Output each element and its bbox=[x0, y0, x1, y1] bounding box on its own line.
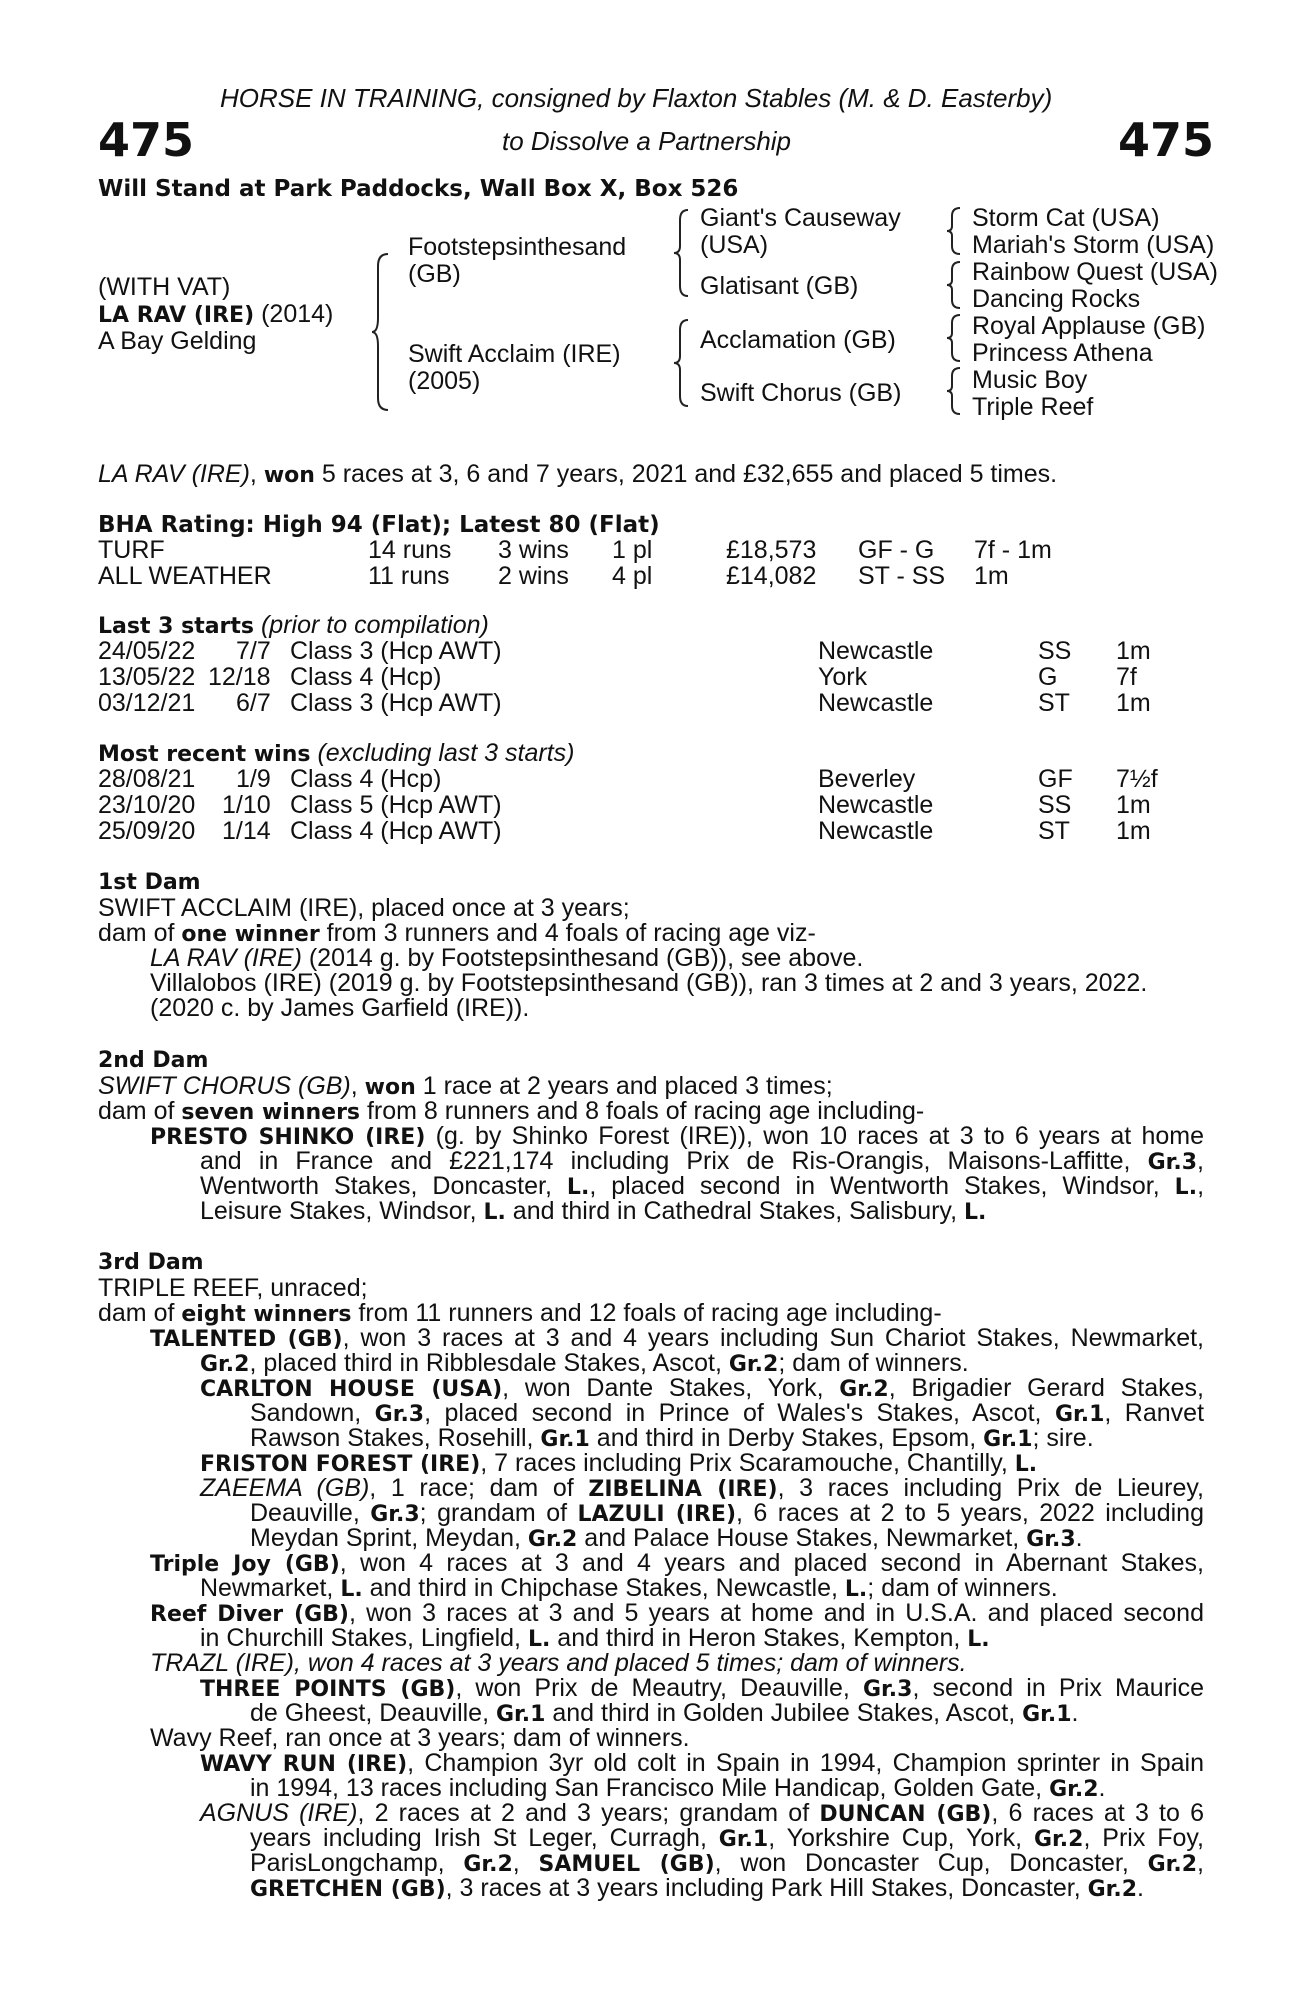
stand-location: Will Stand at Park Paddocks, Wall Box X, Box 526 bbox=[98, 176, 739, 202]
trazl-line: TRAZL (IRE), won 4 races at 3 years and placed 5 times; dam of winners. bbox=[150, 1649, 967, 1677]
start-going: ST bbox=[1038, 689, 1070, 717]
presto-shinko-line-2: and in France and £221,174 including Prix de Ris-Orangis, Maisons-Laffitte, Gr.3, bbox=[200, 1147, 1204, 1175]
rating-surface: TURF bbox=[98, 536, 165, 564]
start-going: SS bbox=[1038, 637, 1072, 665]
win-race: Class 5 (Hcp AWT) bbox=[290, 791, 502, 819]
win-race: Class 4 (Hcp AWT) bbox=[290, 817, 502, 845]
recent-wins-title: Most recent wins bbox=[98, 742, 311, 767]
zaeema-line-2: Deauville, Gr.3; grandam of LAZULI (IRE), 6 races at 2 to 5 years, 2022 including bbox=[250, 1499, 1204, 1527]
rating-wins: 2 wins bbox=[498, 562, 569, 590]
start-distance: 7f bbox=[1116, 663, 1137, 691]
agnus-line-4: GRETCHEN (GB), 3 races at 3 years including Park Hill Stakes, Doncaster, Gr.2. bbox=[250, 1874, 1144, 1902]
win-course: Beverley bbox=[818, 765, 916, 793]
great-granddam-2: Dancing Rocks bbox=[972, 285, 1141, 313]
dam-name: Swift Acclaim (IRE) bbox=[408, 340, 621, 368]
great-grandsire-4: Music Boy bbox=[972, 366, 1088, 394]
start-position: 7/7 bbox=[236, 637, 271, 665]
carlton-house-line-1: CARLTON HOUSE (USA), won Dante Stakes, York, Gr.2, Brigadier Gerard Stakes, bbox=[200, 1374, 1205, 1402]
agnus-line-2: years including Irish St Leger, Curragh, Gr.1, Yorkshire Cup, York, Gr.2, Prix Foy, bbox=[250, 1824, 1204, 1852]
last-starts-title: Last 3 starts bbox=[98, 614, 255, 639]
great-grandsire-1: Storm Cat (USA) bbox=[972, 204, 1160, 232]
start-course: Newcastle bbox=[818, 637, 934, 665]
lot-number-right: 475 bbox=[1118, 113, 1215, 167]
first-dam-heading: 1st Dam bbox=[98, 870, 201, 895]
rating-runs: 14 runs bbox=[368, 536, 452, 564]
start-course: Newcastle bbox=[818, 689, 934, 717]
win-going: ST bbox=[1038, 817, 1070, 845]
friston-forest-line: FRISTON FOREST (IRE), 7 races including Prix Scaramouche, Chantilly, L. bbox=[200, 1449, 1038, 1477]
win-race: Class 4 (Hcp) bbox=[290, 765, 442, 793]
pedigree-brace-g1 bbox=[946, 206, 962, 256]
three-points-line-2: de Gheest, Deauville, Gr.1 and third in Golden Jubilee Stakes, Ascot, Gr.1. bbox=[250, 1699, 1079, 1727]
talented-line-1: TALENTED (GB), won 3 races at 3 and 4 years including Sun Chariot Stakes, Newmarket, bbox=[150, 1324, 1204, 1352]
horse-year: (2014) bbox=[261, 300, 334, 328]
agnus-line-1: AGNUS (IRE), 2 races at 2 and 3 years; grandam of DUNCAN (GB), 6 races at 3 to 6 bbox=[200, 1799, 1204, 1827]
rating-distance: 1m bbox=[974, 562, 1009, 590]
vat-note: (WITH VAT) bbox=[98, 273, 231, 301]
win-position: 1/10 bbox=[222, 791, 271, 819]
win-position: 1/9 bbox=[236, 765, 271, 793]
pedigree-brace-g2 bbox=[946, 260, 962, 310]
pedigree-brace-main bbox=[370, 252, 394, 412]
start-distance: 1m bbox=[1116, 637, 1151, 665]
pedigree-brace-sire bbox=[672, 208, 692, 298]
sire-sire-origin: (USA) bbox=[700, 231, 769, 259]
win-going: GF bbox=[1038, 765, 1073, 793]
first-dam-foal-3: (2020 c. by James Garfield (IRE)). bbox=[150, 994, 530, 1022]
great-granddam-3: Princess Athena bbox=[972, 339, 1153, 367]
reef-diver-line-2: in Churchill Stakes, Lingfield, L. and third in Heron Stakes, Kempton, L. bbox=[200, 1624, 990, 1652]
carlton-house-line-2: Sandown, Gr.3, placed second in Prince of Wales's Stakes, Ascot, Gr.1, Ranvet bbox=[250, 1399, 1205, 1427]
start-race: Class 4 (Hcp) bbox=[290, 663, 442, 691]
rating-wins: 3 wins bbox=[498, 536, 569, 564]
wavy-reef-line: Wavy Reef, ran once at 3 years; dam of winners. bbox=[150, 1724, 690, 1752]
pedigree-brace-g3 bbox=[946, 313, 962, 363]
first-dam-line: SWIFT ACCLAIM (IRE), placed once at 3 years; bbox=[98, 894, 630, 922]
talented-line-2: Gr.2, placed third in Ribblesdale Stakes, Ascot, Gr.2; dam of winners. bbox=[200, 1349, 969, 1377]
rating-going: GF - G bbox=[858, 536, 935, 564]
second-dam-produce-summary: dam of seven winners from 8 runners and 8 foals of racing age including- bbox=[98, 1097, 925, 1125]
summary-text: 5 races at 3, 6 and 7 years, 2021 and £32,655 and placed 5 times. bbox=[314, 460, 1058, 488]
first-dam-foal-1: LA RAV (IRE) (2014 g. by Footstepsinthesand (GB)), see above. bbox=[150, 944, 864, 972]
wavy-run-line-1: WAVY RUN (IRE), Champion 3yr old colt in Spain in 1994, Champion sprinter in Spain bbox=[200, 1749, 1204, 1777]
start-race: Class 3 (Hcp AWT) bbox=[290, 637, 502, 665]
rating-heading: BHA Rating: High 94 (Flat); Latest 80 (Flat) bbox=[98, 512, 660, 538]
first-dam-produce-summary: dam of one winner from 3 runners and 4 foals of racing age viz- bbox=[98, 919, 816, 947]
catalogue-title: HORSE IN TRAINING, consigned by Flaxton Stables (M. & D. Easterby) bbox=[220, 83, 1053, 113]
win-position: 1/14 bbox=[222, 817, 271, 845]
great-grandsire-3: Royal Applause (GB) bbox=[972, 312, 1206, 340]
wavy-run-line-2: in 1994, 13 races including San Francisco Mile Handicap, Golden Gate, Gr.2. bbox=[250, 1774, 1106, 1802]
great-granddam-4: Triple Reef bbox=[972, 393, 1094, 421]
start-date: 13/05/22 bbox=[98, 663, 196, 691]
great-grandsire-2: Rainbow Quest (USA) bbox=[972, 258, 1218, 286]
pedigree-brace-g4 bbox=[946, 366, 962, 416]
lot-number-left: 475 bbox=[98, 113, 195, 167]
great-granddam-1: Mariah's Storm (USA) bbox=[972, 231, 1215, 259]
first-dam-foal-2: Villalobos (IRE) (2019 g. by Footstepsinthesand (GB)), ran 3 times at 2 and 3 years, 2022. bbox=[150, 969, 1148, 997]
rating-runs: 11 runs bbox=[368, 562, 450, 590]
start-position: 6/7 bbox=[236, 689, 271, 717]
horse-heading bbox=[98, 301, 333, 329]
win-distance: 1m bbox=[1116, 791, 1151, 819]
rating-surface: ALL WEATHER bbox=[98, 562, 272, 590]
start-position: 12/18 bbox=[208, 663, 271, 691]
third-dam-line: TRIPLE REEF, unraced; bbox=[98, 1274, 368, 1302]
win-distance: 7½f bbox=[1116, 765, 1158, 793]
agnus-line-3: ParisLongchamp, Gr.2, SAMUEL (GB), won Doncaster Cup, Doncaster, Gr.2, bbox=[250, 1849, 1204, 1877]
start-course: York bbox=[818, 663, 868, 691]
win-course: Newcastle bbox=[818, 791, 934, 819]
sire-dam-name: Glatisant (GB) bbox=[700, 272, 859, 300]
dam-sire-name: Acclamation (GB) bbox=[700, 326, 896, 354]
rating-placed: 1 pl bbox=[612, 536, 653, 564]
zaeema-line-3: Meydan Sprint, Meydan, Gr.2 and Palace House Stakes, Newmarket, Gr.3. bbox=[250, 1524, 1083, 1552]
win-date: 25/09/20 bbox=[98, 817, 196, 845]
presto-shinko-line-1: PRESTO SHINKO (IRE) (g. by Shinko Forest (IRE)), won 10 races at 3 to 6 years at home bbox=[150, 1122, 1204, 1150]
win-date: 23/10/20 bbox=[98, 791, 196, 819]
triple-joy-line-2: Newmarket, L. and third in Chipchase Stakes, Newcastle, L.; dam of winners. bbox=[200, 1574, 1058, 1602]
recent-wins-heading bbox=[98, 740, 574, 768]
dam-dam-name: Swift Chorus (GB) bbox=[700, 379, 902, 407]
start-going: G bbox=[1038, 663, 1058, 691]
rating-distance: 7f - 1m bbox=[974, 536, 1052, 564]
third-dam-heading: 3rd Dam bbox=[98, 1250, 204, 1275]
zaeema-line-1: ZAEEMA (GB), 1 race; dam of ZIBELINA (IRE), 3 races including Prix de Lieurey, bbox=[200, 1474, 1205, 1502]
sire-name: Footstepsinthesand bbox=[408, 233, 627, 261]
sire-sire-name: Giant's Causeway bbox=[700, 204, 901, 232]
start-distance: 1m bbox=[1116, 689, 1151, 717]
start-date: 24/05/22 bbox=[98, 637, 196, 665]
win-distance: 1m bbox=[1116, 817, 1151, 845]
three-points-line-1: THREE POINTS (GB), won Prix de Meautry, Deauville, Gr.3, second in Prix Maurice bbox=[200, 1674, 1204, 1702]
start-race: Class 3 (Hcp AWT) bbox=[290, 689, 502, 717]
rating-placed: 4 pl bbox=[612, 562, 653, 590]
win-going: SS bbox=[1038, 791, 1072, 819]
last-starts-heading bbox=[98, 612, 489, 640]
second-dam-line: SWIFT CHORUS (GB), won 1 race at 2 years and placed 3 times; bbox=[98, 1072, 833, 1100]
recent-wins-note: (excluding last 3 starts) bbox=[317, 739, 575, 767]
triple-joy-line-1: Triple Joy (GB), won 4 races at 3 and 4 years and placed second in Abernant Stakes, bbox=[150, 1549, 1204, 1577]
rating-going: ST - SS bbox=[858, 562, 946, 590]
carlton-house-line-3: Rawson Stakes, Rosehill, Gr.1 and third in Derby Stakes, Epsom, Gr.1; sire. bbox=[250, 1424, 1094, 1452]
rating-prize: £18,573 bbox=[726, 536, 817, 564]
presto-shinko-line-4: Leisure Stakes, Windsor, L. and third in Cathedral Stakes, Salisbury, L. bbox=[200, 1197, 987, 1225]
summary-horse-name: LA RAV (IRE) bbox=[98, 460, 250, 488]
presto-shinko-line-3: Wentworth Stakes, Doncaster, L., placed second in Wentworth Stakes, Windsor, L., bbox=[200, 1172, 1205, 1200]
last-starts-note: (prior to compilation) bbox=[260, 611, 489, 639]
dam-year: (2005) bbox=[408, 367, 481, 395]
reef-diver-line-1: Reef Diver (GB), won 3 races at 3 and 5 years at home and in U.S.A. and placed second bbox=[150, 1599, 1204, 1627]
catalogue-subtitle: to Dissolve a Partnership bbox=[502, 126, 792, 156]
third-dam-produce-summary: dam of eight winners from 11 runners and 12 foals of racing age including- bbox=[98, 1299, 942, 1327]
start-date: 03/12/21 bbox=[98, 689, 196, 717]
win-date: 28/08/21 bbox=[98, 765, 196, 793]
second-dam-heading: 2nd Dam bbox=[98, 1048, 209, 1073]
rating-prize: £14,082 bbox=[726, 562, 817, 590]
win-course: Newcastle bbox=[818, 817, 934, 845]
horse-description: A Bay Gelding bbox=[98, 327, 257, 355]
pedigree-brace-dam bbox=[672, 318, 692, 408]
sire-origin: (GB) bbox=[408, 260, 461, 288]
horse-name: LA RAV (IRE) bbox=[98, 303, 255, 328]
summary-won: won bbox=[263, 463, 315, 488]
race-summary: LA RAV (IRE), won 5 races at 3, 6 and 7 years, 2021 and £32,655 and placed 5 times. bbox=[98, 460, 1058, 488]
